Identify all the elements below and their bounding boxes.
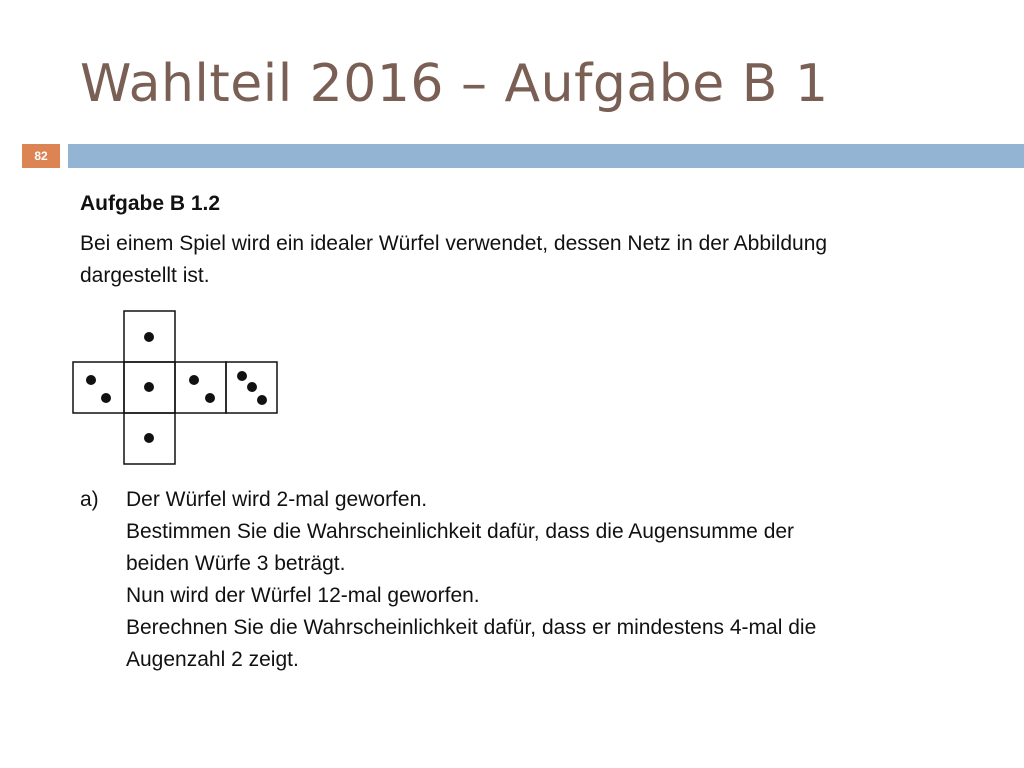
part-a-line: Berechnen Sie die Wahrscheinlichkeit dafür, dass er mindestens 4-mal die xyxy=(126,616,817,639)
slide-title: Wahlteil 2016 – Aufgabe B 1 xyxy=(80,54,829,114)
part-a-text xyxy=(126,484,1000,676)
pip xyxy=(144,382,154,392)
die-face-left xyxy=(73,362,124,413)
pip xyxy=(237,371,247,381)
header-divider-bar xyxy=(68,144,1024,168)
pip xyxy=(257,395,267,405)
pip xyxy=(144,332,154,342)
part-a-line: Bestimmen Sie die Wahrscheinlichkeit dafür, dass die Augensumme der xyxy=(126,520,795,543)
part-a-line: Nun wird der Würfel 12-mal geworfen. xyxy=(126,584,480,607)
task-content xyxy=(80,188,1000,292)
task-intro-text: Bei einem Spiel wird ein idealer Würfel verwendet, dessen Netz in der Abbildung dargestellt ist. xyxy=(80,232,828,287)
part-a-line: Augenzahl 2 zeigt. xyxy=(126,648,299,671)
pip xyxy=(101,393,111,403)
dice-net-svg xyxy=(72,310,282,468)
die-face-right-1 xyxy=(175,362,226,413)
page-number-badge: 82 xyxy=(22,144,60,168)
pip xyxy=(86,375,96,385)
part-a-line: beiden Würfe 3 beträgt. xyxy=(126,552,346,575)
task-heading: Aufgabe B 1.2 xyxy=(80,192,221,215)
part-a-line: Der Würfel wird 2-mal geworfen. xyxy=(126,488,428,511)
pip xyxy=(144,433,154,443)
pip xyxy=(205,393,215,403)
pip xyxy=(189,375,199,385)
dice-net-figure xyxy=(72,310,282,468)
part-a-label: a) xyxy=(80,488,99,511)
pip xyxy=(247,382,257,392)
